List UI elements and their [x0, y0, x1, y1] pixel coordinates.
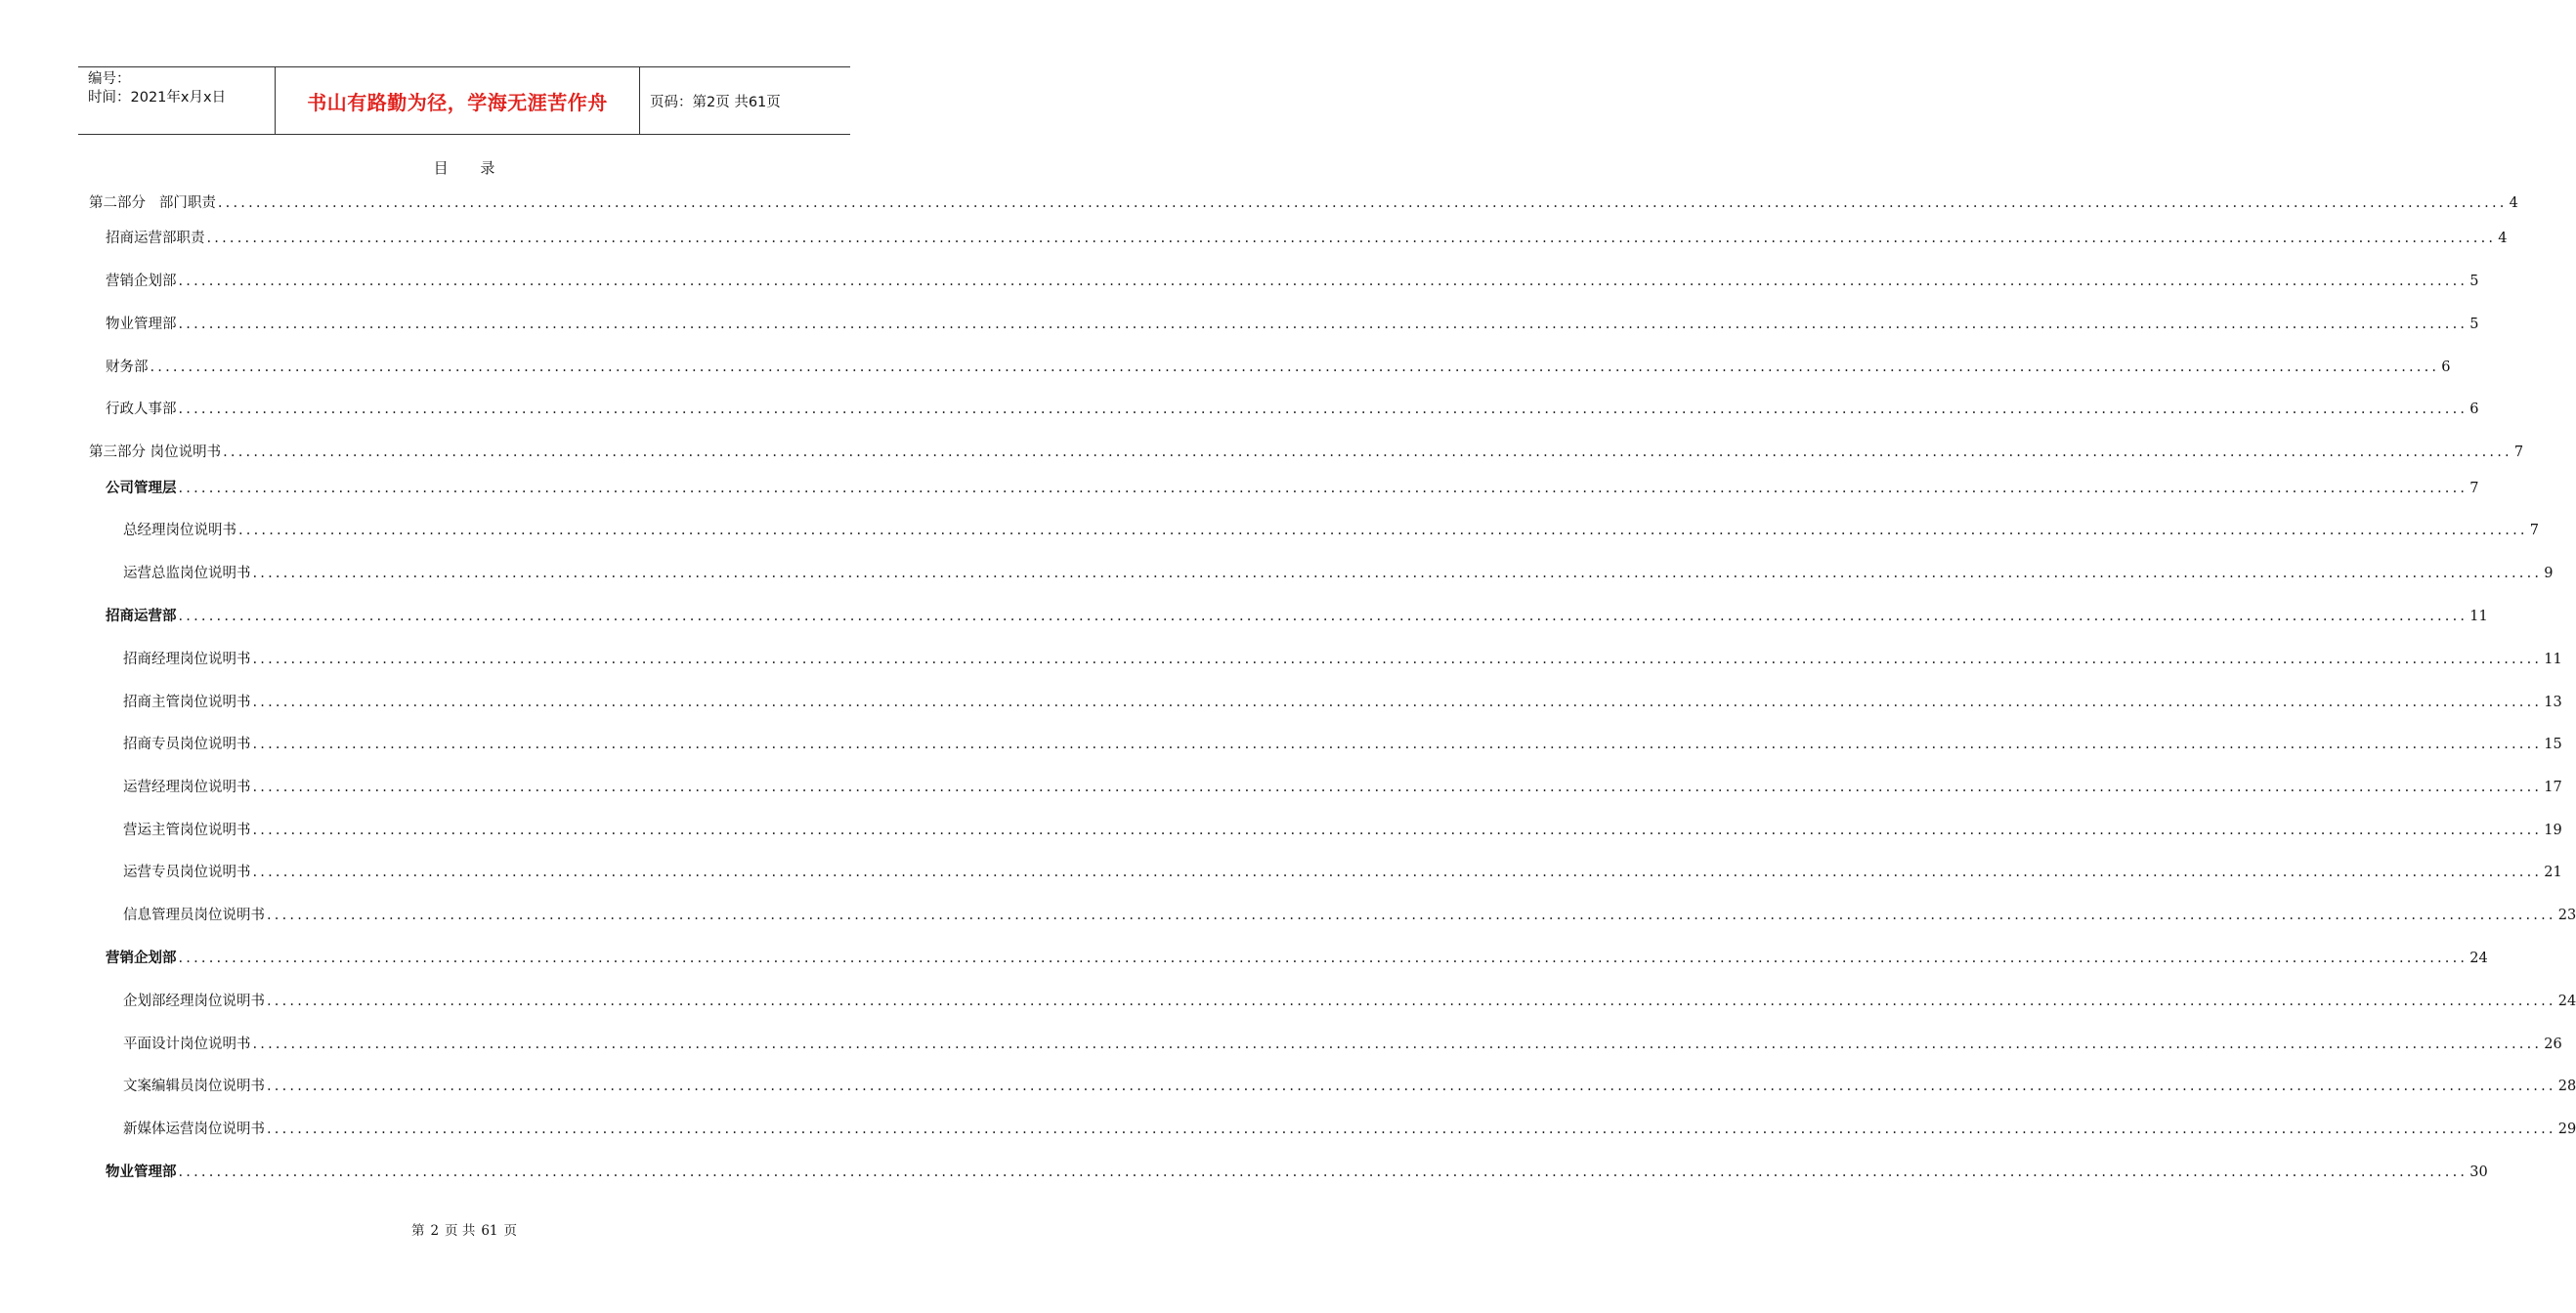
toc-entry-page: 17 — [2544, 780, 2562, 795]
toc-entry-label: 物业管理部 — [106, 317, 177, 332]
toc-entry[interactable] — [0, 227, 2508, 250]
toc-entry-label: 运营总监岗位说明书 — [123, 566, 251, 581]
toc-entry-label: 行政人事部 — [106, 402, 177, 417]
toc-entry-page: 19 — [2544, 823, 2562, 838]
toc-entry[interactable] — [0, 776, 2562, 799]
toc-entry-label: 第三部分 岗位说明书 — [89, 445, 222, 460]
toc-entry-label: 营销企划部 — [106, 951, 177, 966]
toc-entry-page: 13 — [2544, 695, 2562, 710]
toc-entry-page: 4 — [2509, 195, 2518, 211]
toc-leader-dots: ............................................................................................................................................................................................................................................................................................................ — [178, 402, 2469, 417]
toc-entry-page: 26 — [2544, 1037, 2562, 1052]
toc-leader-dots: ............................................................................................................................................................................................................................................................................................................ — [178, 481, 2469, 496]
toc-entry-page: 21 — [2544, 865, 2562, 880]
toc-entry[interactable] — [0, 904, 2576, 927]
toc-entry-page: 23 — [2557, 908, 2576, 923]
toc-leader-dots: ............................................................................................................................................................................................................................................................................................................ — [238, 523, 2528, 538]
footer-suffix: 页 — [503, 1223, 518, 1239]
toc-entry[interactable] — [0, 1118, 2576, 1141]
header-meta — [78, 67, 276, 134]
toc-leader-dots: ............................................................................................................................................................................................................................................................................................................ — [267, 1122, 2556, 1137]
toc-entry-label: 招商专员岗位说明书 — [123, 737, 251, 752]
toc-entry-label: 招商经理岗位说明书 — [123, 652, 251, 667]
toc-entry-label: 招商运营部职责 — [106, 231, 205, 246]
toc-entry-page: 30 — [2469, 1165, 2488, 1180]
toc-entry[interactable] — [0, 562, 2554, 585]
toc-entry[interactable] — [0, 819, 2562, 842]
toc-entry[interactable] — [0, 356, 2451, 379]
toc-entry-page: 7 — [2469, 481, 2479, 496]
page-header — [78, 66, 850, 135]
toc-leader-dots: ............................................................................................................................................................................................................................................................................................................ — [252, 695, 2543, 710]
toc-entry-label: 运营专员岗位说明书 — [123, 865, 251, 880]
toc-entry-label: 营运主管岗位说明书 — [123, 823, 251, 838]
toc-entry-page: 11 — [2469, 609, 2488, 624]
toc-entry-page: 5 — [2469, 317, 2479, 332]
toc-entry-page: 15 — [2544, 737, 2562, 752]
toc-leader-dots: ............................................................................................................................................................................................................................................................................................................ — [178, 274, 2469, 289]
toc-entry[interactable] — [0, 270, 2479, 293]
header-motto: 书山有路勤为径，学海无涯苦作舟 — [276, 67, 640, 134]
toc-leader-dots: ............................................................................................................................................................................................................................................................................................................ — [252, 780, 2543, 795]
page-footer — [0, 1219, 928, 1239]
toc-entry[interactable] — [0, 191, 2518, 215]
toc-entry-page: 9 — [2544, 566, 2554, 581]
toc-entry[interactable] — [0, 313, 2479, 336]
toc-leader-dots: ............................................................................................................................................................................................................................................................................................................ — [267, 908, 2556, 923]
toc-entry[interactable] — [0, 733, 2562, 756]
number-label: 编号： — [88, 71, 131, 87]
toc-entry-page: 28 — [2557, 1079, 2576, 1094]
toc-entry[interactable] — [0, 1161, 2488, 1184]
toc-entry[interactable] — [0, 441, 2524, 464]
toc-entry-page: 24 — [2557, 994, 2576, 1009]
toc-leader-dots: ............................................................................................................................................................................................................................................................................................................ — [252, 865, 2543, 880]
footer-middle: 页 共 — [445, 1223, 476, 1239]
toc-entry[interactable] — [0, 1075, 2576, 1098]
toc-leader-dots: ............................................................................................................................................................................................................................................................................................................ — [178, 951, 2469, 966]
toc-leader-dots: ............................................................................................................................................................................................................................................................................................................ — [223, 445, 2512, 460]
toc-leader-dots: ............................................................................................................................................................................................................................................................................................................ — [206, 231, 2497, 246]
toc-entry-page: 24 — [2469, 951, 2488, 966]
toc-entry-label: 营销企划部 — [106, 274, 177, 289]
toc-entry-page: 7 — [2529, 523, 2539, 538]
toc-entry[interactable] — [0, 1033, 2562, 1056]
toc-entry-page: 7 — [2513, 445, 2524, 460]
toc-entry-page: 6 — [2469, 402, 2479, 417]
toc-entry-page: 4 — [2498, 231, 2508, 246]
toc-entry[interactable] — [0, 861, 2562, 884]
toc-entry[interactable] — [0, 605, 2488, 628]
toc-entry-label: 平面设计岗位说明书 — [123, 1037, 251, 1052]
toc-entry-page: 11 — [2544, 652, 2562, 667]
toc-entry[interactable] — [0, 519, 2539, 542]
toc-entry[interactable] — [0, 398, 2479, 421]
toc-leader-dots: ............................................................................................................................................................................................................................................................................................................ — [252, 652, 2543, 667]
toc-leader-dots: ............................................................................................................................................................................................................................................................................................................ — [252, 737, 2543, 752]
toc-entry-label: 招商主管岗位说明书 — [123, 695, 251, 710]
toc-entry[interactable] — [0, 477, 2479, 500]
footer-prefix: 第 — [410, 1223, 425, 1239]
toc-leader-dots: ............................................................................................................................................................................................................................................................................................................ — [252, 823, 2543, 838]
toc-entry-label: 招商运营部 — [106, 609, 177, 624]
toc-entry-label: 企划部经理岗位说明书 — [123, 994, 265, 1009]
time-label: 时间：2021年x月x日 — [88, 90, 227, 106]
toc-entry-page: 29 — [2557, 1122, 2576, 1137]
toc-entry[interactable] — [0, 648, 2562, 671]
toc-leader-dots: ............................................................................................................................................................................................................................................................................................................ — [267, 1079, 2556, 1094]
toc-entry-label: 总经理岗位说明书 — [123, 523, 236, 538]
header-page-label: 页码：第2页 共61页 — [650, 94, 781, 110]
toc-leader-dots: ............................................................................................................................................................................................................................................................................................................ — [252, 566, 2543, 581]
footer-total-pages: 61 — [481, 1223, 498, 1239]
toc-leader-dots: ............................................................................................................................................................................................................................................................................................................ — [217, 195, 2508, 211]
toc-entry-label: 信息管理员岗位说明书 — [123, 908, 265, 923]
toc-entry[interactable] — [0, 691, 2562, 714]
toc-title: 目 录 — [433, 159, 509, 177]
toc-entry-label: 第二部分 部门职责 — [89, 195, 216, 211]
toc-leader-dots: ............................................................................................................................................................................................................................................................................................................ — [252, 1037, 2543, 1052]
toc-leader-dots: ............................................................................................................................................................................................................................................................................................................ — [150, 360, 2440, 375]
toc-leader-dots: ............................................................................................................................................................................................................................................................................................................ — [178, 317, 2469, 332]
toc-entry-label: 公司管理层 — [106, 481, 177, 496]
toc-entry-label: 物业管理部 — [106, 1165, 177, 1180]
toc-entry-label: 运营经理岗位说明书 — [123, 780, 251, 795]
toc-entry-label: 新媒体运营岗位说明书 — [123, 1122, 265, 1137]
toc-entry-label: 财务部 — [106, 360, 149, 375]
toc-entry-label: 文案编辑员岗位说明书 — [123, 1079, 265, 1094]
toc-entry-page: 6 — [2441, 360, 2451, 375]
toc-entry-page: 5 — [2469, 274, 2479, 289]
footer-current-page: 2 — [430, 1223, 440, 1239]
toc-entry[interactable] — [0, 990, 2576, 1013]
toc-leader-dots: ............................................................................................................................................................................................................................................................................................................ — [178, 609, 2469, 624]
toc-entry[interactable] — [0, 947, 2488, 970]
toc-leader-dots: ............................................................................................................................................................................................................................................................................................................ — [178, 1165, 2469, 1180]
toc-leader-dots: ............................................................................................................................................................................................................................................................................................................ — [267, 994, 2556, 1009]
